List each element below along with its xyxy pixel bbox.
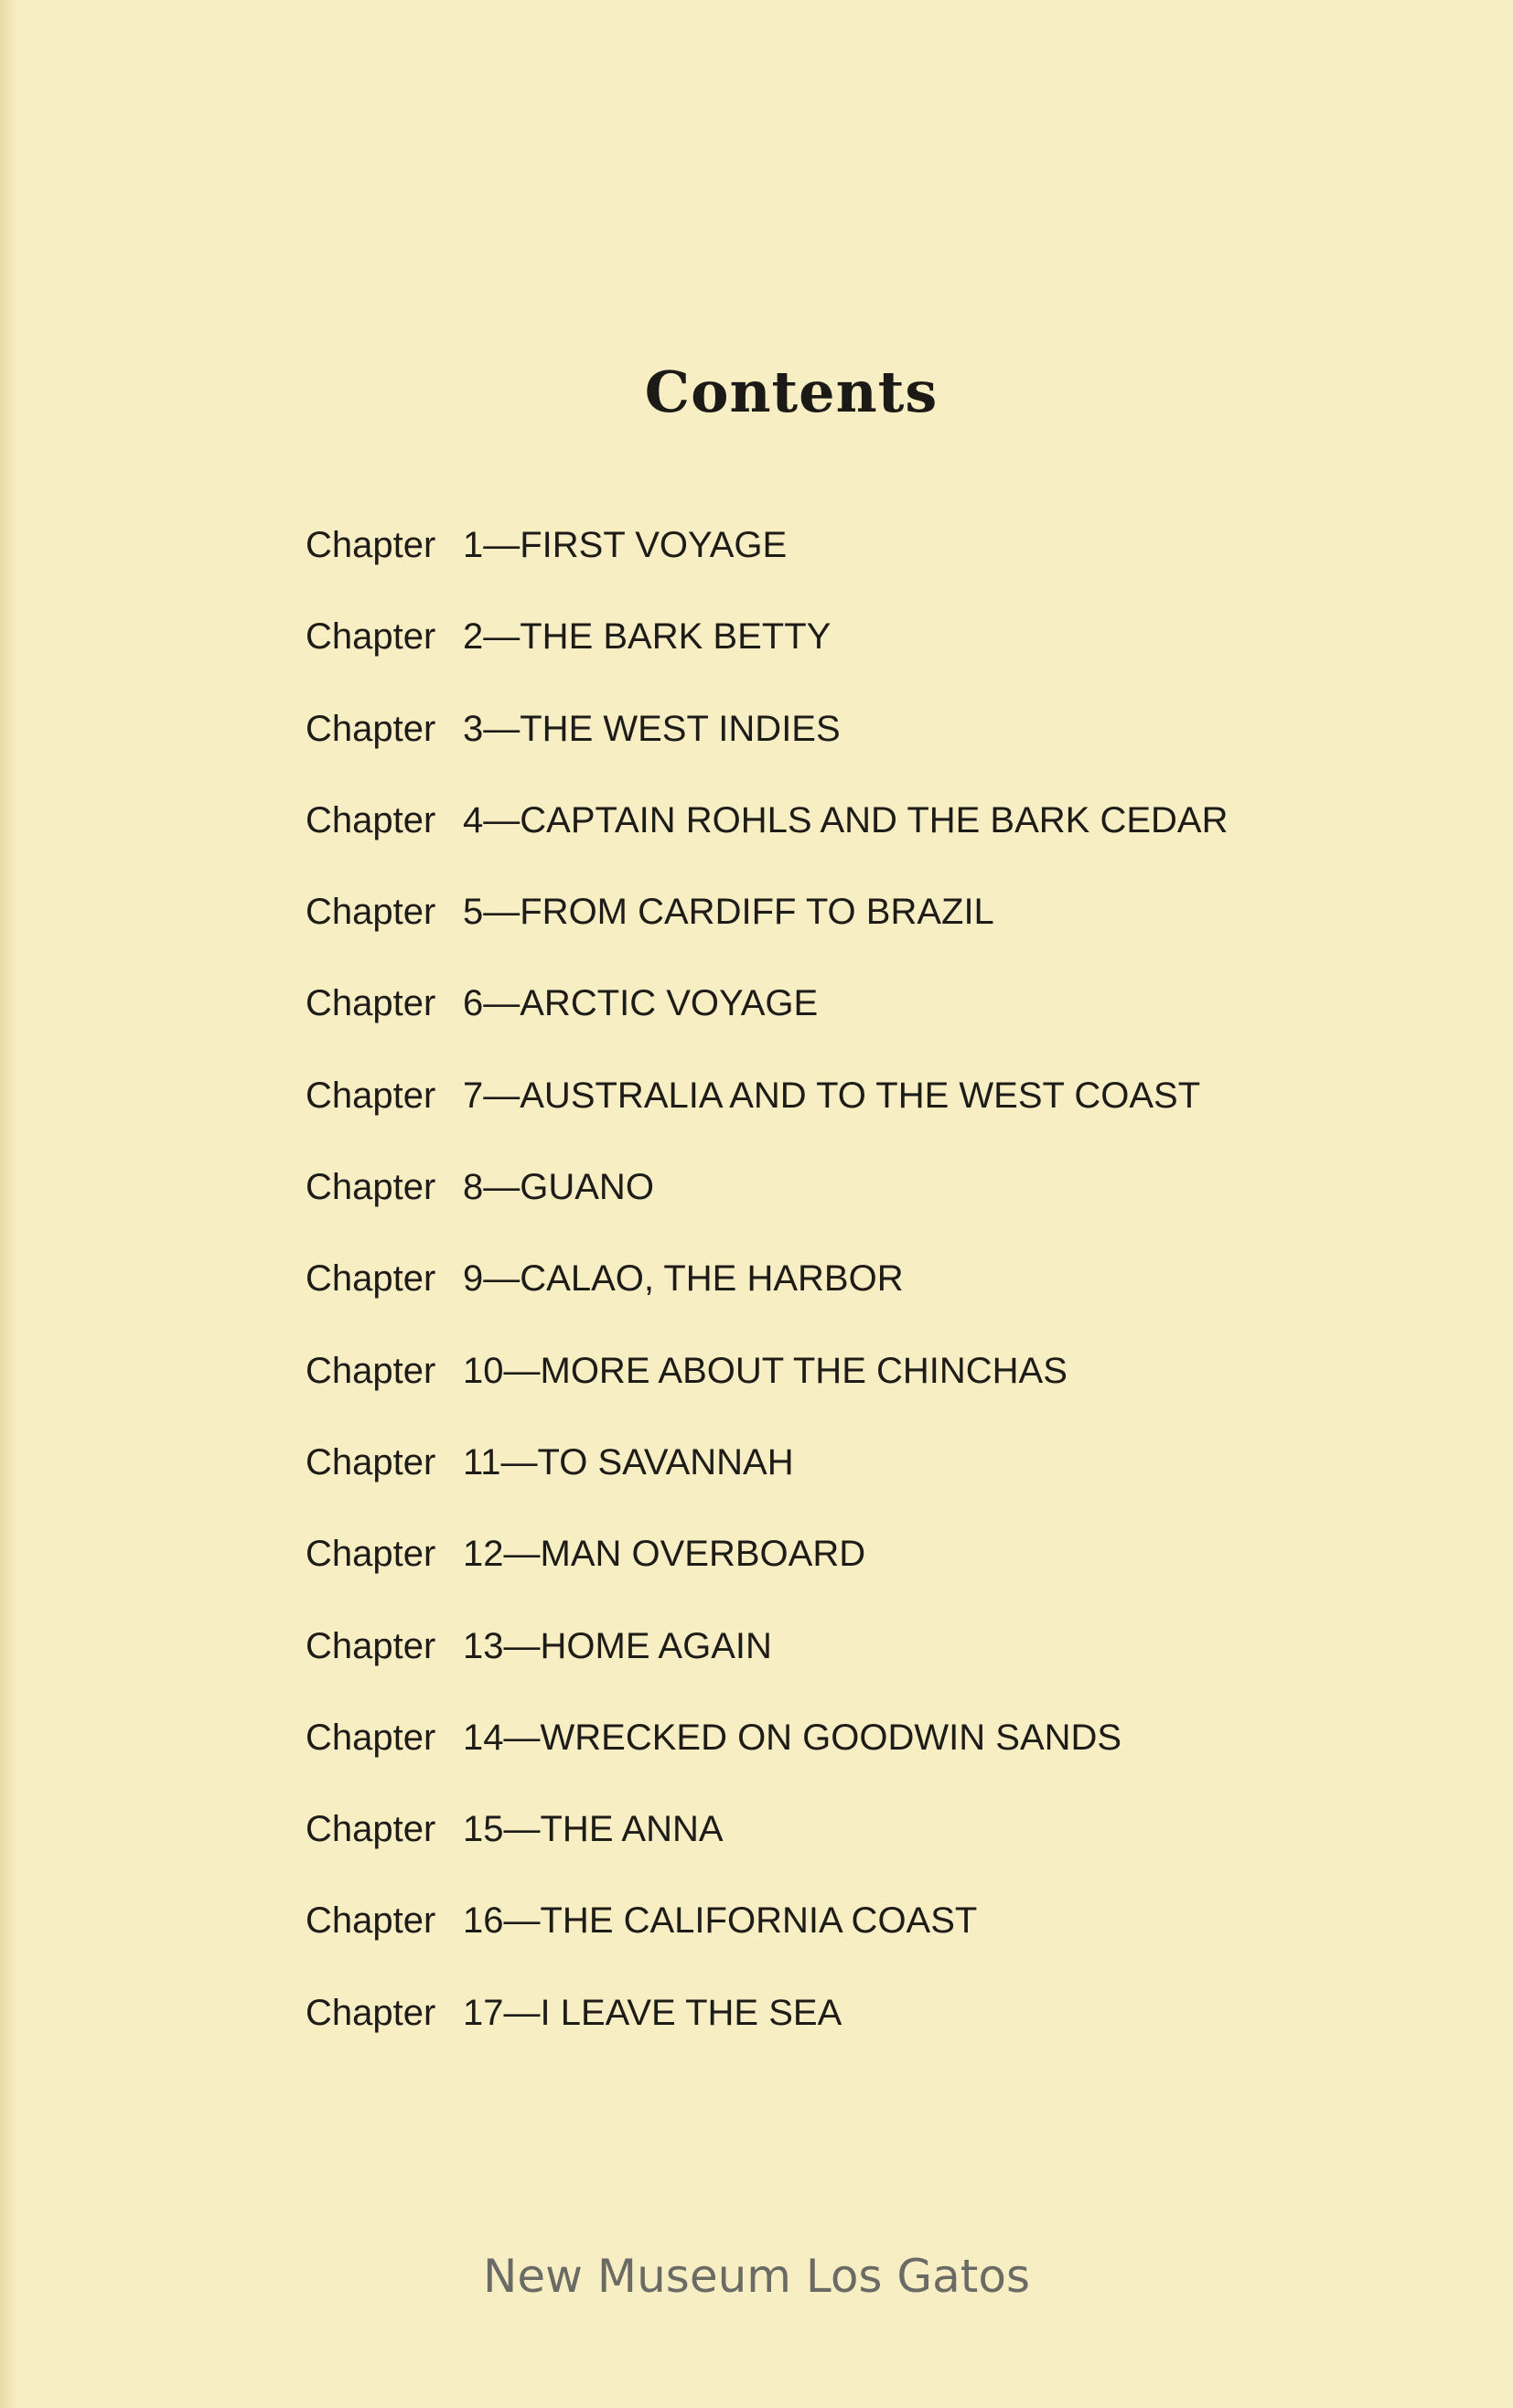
toc-entry-4	[306, 787, 1229, 879]
chapter-dash: —	[503, 1717, 541, 1758]
chapter-number: 17	[463, 1992, 504, 2033]
chapter-number: 2	[463, 616, 484, 658]
toc-entry-7	[306, 1063, 1229, 1154]
chapter-number: 6	[463, 983, 484, 1024]
toc-entry-5	[306, 879, 1229, 970]
chapter-title: CAPTAIN ROHLS AND THE BARK CEDAR	[520, 799, 1229, 840]
toc-entry-10	[306, 1338, 1229, 1429]
chapter-title: GUANO	[520, 1167, 654, 1208]
chapter-dash: —	[483, 983, 520, 1024]
chapter-title: WRECKED ON GOODWIN SANDS	[540, 1717, 1122, 1758]
chapter-number: 9	[463, 1258, 484, 1300]
chapter-number: 12	[463, 1534, 504, 1575]
chapter-title: ARCTIC VOYAGE	[520, 983, 819, 1024]
chapter-dash: —	[483, 1167, 520, 1208]
chapter-word: Chapter	[306, 1717, 436, 1758]
chapter-number: 16	[463, 1900, 504, 1942]
chapter-number: 10	[463, 1350, 504, 1391]
chapter-word: Chapter	[306, 892, 436, 933]
chapter-word: Chapter	[306, 1992, 436, 2033]
chapter-title: TO SAVANNAH	[537, 1441, 794, 1482]
chapter-title: AUSTRALIA AND TO THE WEST COAST	[520, 1075, 1201, 1116]
chapter-title: THE BARK BETTY	[520, 616, 832, 658]
chapter-title: THE ANNA	[540, 1809, 724, 1850]
chapter-word: Chapter	[306, 983, 436, 1024]
chapter-number: 5	[463, 892, 484, 933]
chapter-word: Chapter	[306, 1900, 436, 1942]
toc-entry-6	[306, 970, 1229, 1062]
chapter-word: Chapter	[306, 525, 436, 565]
chapter-title: THE CALIFORNIA COAST	[540, 1900, 978, 1942]
toc-entry-8	[306, 1154, 1229, 1246]
chapter-dash: —	[503, 1992, 541, 2033]
toc-entry-15	[306, 1796, 1229, 1888]
chapter-dash: —	[483, 892, 520, 933]
toc-entry-9	[306, 1246, 1229, 1337]
table-of-contents	[306, 512, 1229, 2071]
chapter-title: THE WEST INDIES	[520, 708, 841, 749]
chapter-number: 7	[463, 1075, 484, 1116]
chapter-dash: —	[503, 1534, 541, 1575]
chapter-title: CALAO, THE HARBOR	[520, 1258, 904, 1300]
chapter-title: HOME AGAIN	[540, 1625, 772, 1666]
chapter-title: FROM CARDIFF TO BRAZIL	[520, 892, 994, 933]
chapter-dash: —	[483, 525, 520, 565]
page-title: Contents	[644, 358, 939, 425]
chapter-dash: —	[483, 1258, 520, 1300]
chapter-title: I LEAVE THE SEA	[540, 1992, 842, 2033]
toc-entry-13	[306, 1613, 1229, 1705]
chapter-number: 8	[463, 1167, 484, 1208]
chapter-dash: —	[483, 1075, 520, 1116]
chapter-number: 3	[463, 708, 484, 749]
chapter-word: Chapter	[306, 1258, 436, 1300]
chapter-title: FIRST VOYAGE	[520, 525, 788, 565]
chapter-word: Chapter	[306, 799, 436, 840]
chapter-number: 11	[463, 1441, 501, 1482]
chapter-word: Chapter	[306, 1167, 436, 1208]
toc-entry-2	[306, 604, 1229, 695]
chapter-number: 14	[463, 1717, 504, 1758]
chapter-number: 15	[463, 1809, 504, 1850]
chapter-title: MORE ABOUT THE CHINCHAS	[540, 1350, 1068, 1391]
chapter-word: Chapter	[306, 1534, 436, 1575]
chapter-word: Chapter	[306, 1625, 436, 1666]
chapter-dash: —	[483, 799, 520, 840]
toc-entry-3	[306, 696, 1229, 787]
toc-entry-14	[306, 1705, 1229, 1796]
chapter-title: MAN OVERBOARD	[540, 1534, 866, 1575]
chapter-number: 1	[463, 525, 484, 565]
chapter-number: 4	[463, 799, 484, 840]
chapter-dash: —	[483, 708, 520, 749]
chapter-word: Chapter	[306, 1441, 436, 1482]
chapter-dash: —	[503, 1350, 541, 1391]
chapter-word: Chapter	[306, 1809, 436, 1850]
toc-entry-17	[306, 1980, 1229, 2071]
chapter-dash: —	[503, 1809, 541, 1850]
chapter-number: 13	[463, 1625, 504, 1666]
chapter-dash: —	[500, 1441, 538, 1482]
toc-entry-16	[306, 1888, 1229, 1979]
chapter-word: Chapter	[306, 1350, 436, 1391]
chapter-word: Chapter	[306, 708, 436, 749]
toc-entry-12	[306, 1521, 1229, 1612]
toc-entry-1	[306, 512, 1229, 604]
chapter-word: Chapter	[306, 1075, 436, 1116]
chapter-word: Chapter	[306, 616, 436, 658]
watermark-text: New Museum Los Gatos	[482, 2250, 1031, 2303]
chapter-dash: —	[503, 1900, 541, 1942]
chapter-dash: —	[503, 1625, 541, 1666]
chapter-dash: —	[483, 616, 520, 658]
toc-entry-11	[306, 1429, 1229, 1521]
